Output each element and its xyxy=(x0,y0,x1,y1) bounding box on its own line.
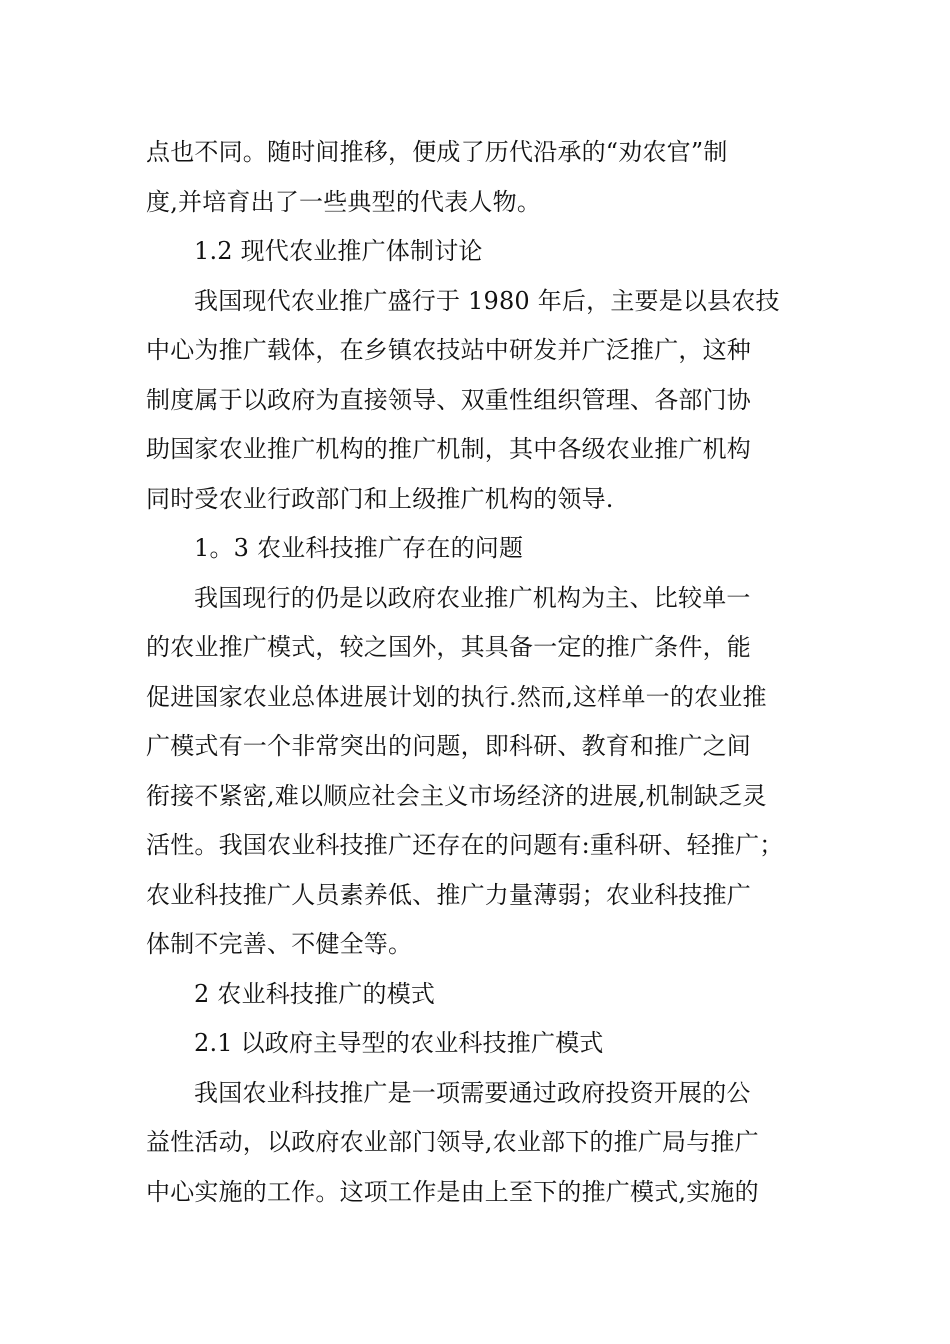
text-line: 益性活动，以政府农业部门领导,农业部下的推广局与推广 xyxy=(146,1128,759,1156)
text-line: 广模式有一个非常突出的问题，即科研、教育和推广之间 xyxy=(146,732,751,760)
text-line: 农业科技推广人员素养低、推广力量薄弱；农业科技推广 xyxy=(146,880,751,909)
section-heading-2-1 xyxy=(146,1019,806,1069)
text-line: 活性。我国农业科技推广还存在的问题有:重科研、轻推广； xyxy=(146,831,784,859)
text-line: 促进国家农业总体进展计划的执行.然而,这样单一的农业推 xyxy=(146,682,767,711)
text-line: 点也不同。随时间推移，便成了历代沿承的“劝农官”制 xyxy=(146,138,728,166)
text-line: 中心为推广载体，在乡镇农技站中研发并广泛推广，这种 xyxy=(146,336,751,364)
heading-line: 1.2 现代农业推广体制讨论 xyxy=(194,237,483,265)
text-line: 我国现行的仍是以政府农业推广机构为主、比较单一 xyxy=(194,583,751,612)
paragraph-modern-extension xyxy=(146,277,806,525)
paragraph-continuation xyxy=(146,128,806,227)
text-line: 制度属于以政府为直接领导、双重性组织管理、各部门协 xyxy=(146,385,751,414)
text-line: 我国现代农业推广盛行于 1980 年后，主要是以县农技 xyxy=(194,286,780,315)
text-line: 体制不完善、不健全等。 xyxy=(146,930,413,958)
heading-line: 2.1 以政府主导型的农业科技推广模式 xyxy=(194,1029,604,1057)
text-line: 中心实施的工作。这项工作是由上至下的推广模式,实施的 xyxy=(146,1177,759,1206)
text-line: 我国农业科技推广是一项需要通过政府投资开展的公 xyxy=(194,1078,751,1107)
text-line: 的农业推广模式，较之国外，其具备一定的推广条件，能 xyxy=(146,633,751,661)
section-heading-1-3 xyxy=(146,524,806,574)
document-body xyxy=(146,128,806,1217)
section-heading-1-2 xyxy=(146,227,806,277)
text-line: 度,并培育出了一些典型的代表人物。 xyxy=(146,187,542,216)
text-line: 助国家农业推广机构的推广机制，其中各级农业推广机构 xyxy=(146,435,751,463)
section-heading-2 xyxy=(146,970,806,1020)
paragraph-government-model xyxy=(146,1069,806,1218)
text-line: 衔接不紧密,难以顺应社会主义市场经济的进展,机制缺乏灵 xyxy=(146,781,767,810)
paragraph-problems xyxy=(146,574,806,970)
text-line: 同时受农业行政部门和上级推广机构的领导. xyxy=(146,484,614,513)
heading-line: 1。3 农业科技推广存在的问题 xyxy=(194,534,524,562)
heading-line: 2 农业科技推广的模式 xyxy=(194,979,436,1008)
